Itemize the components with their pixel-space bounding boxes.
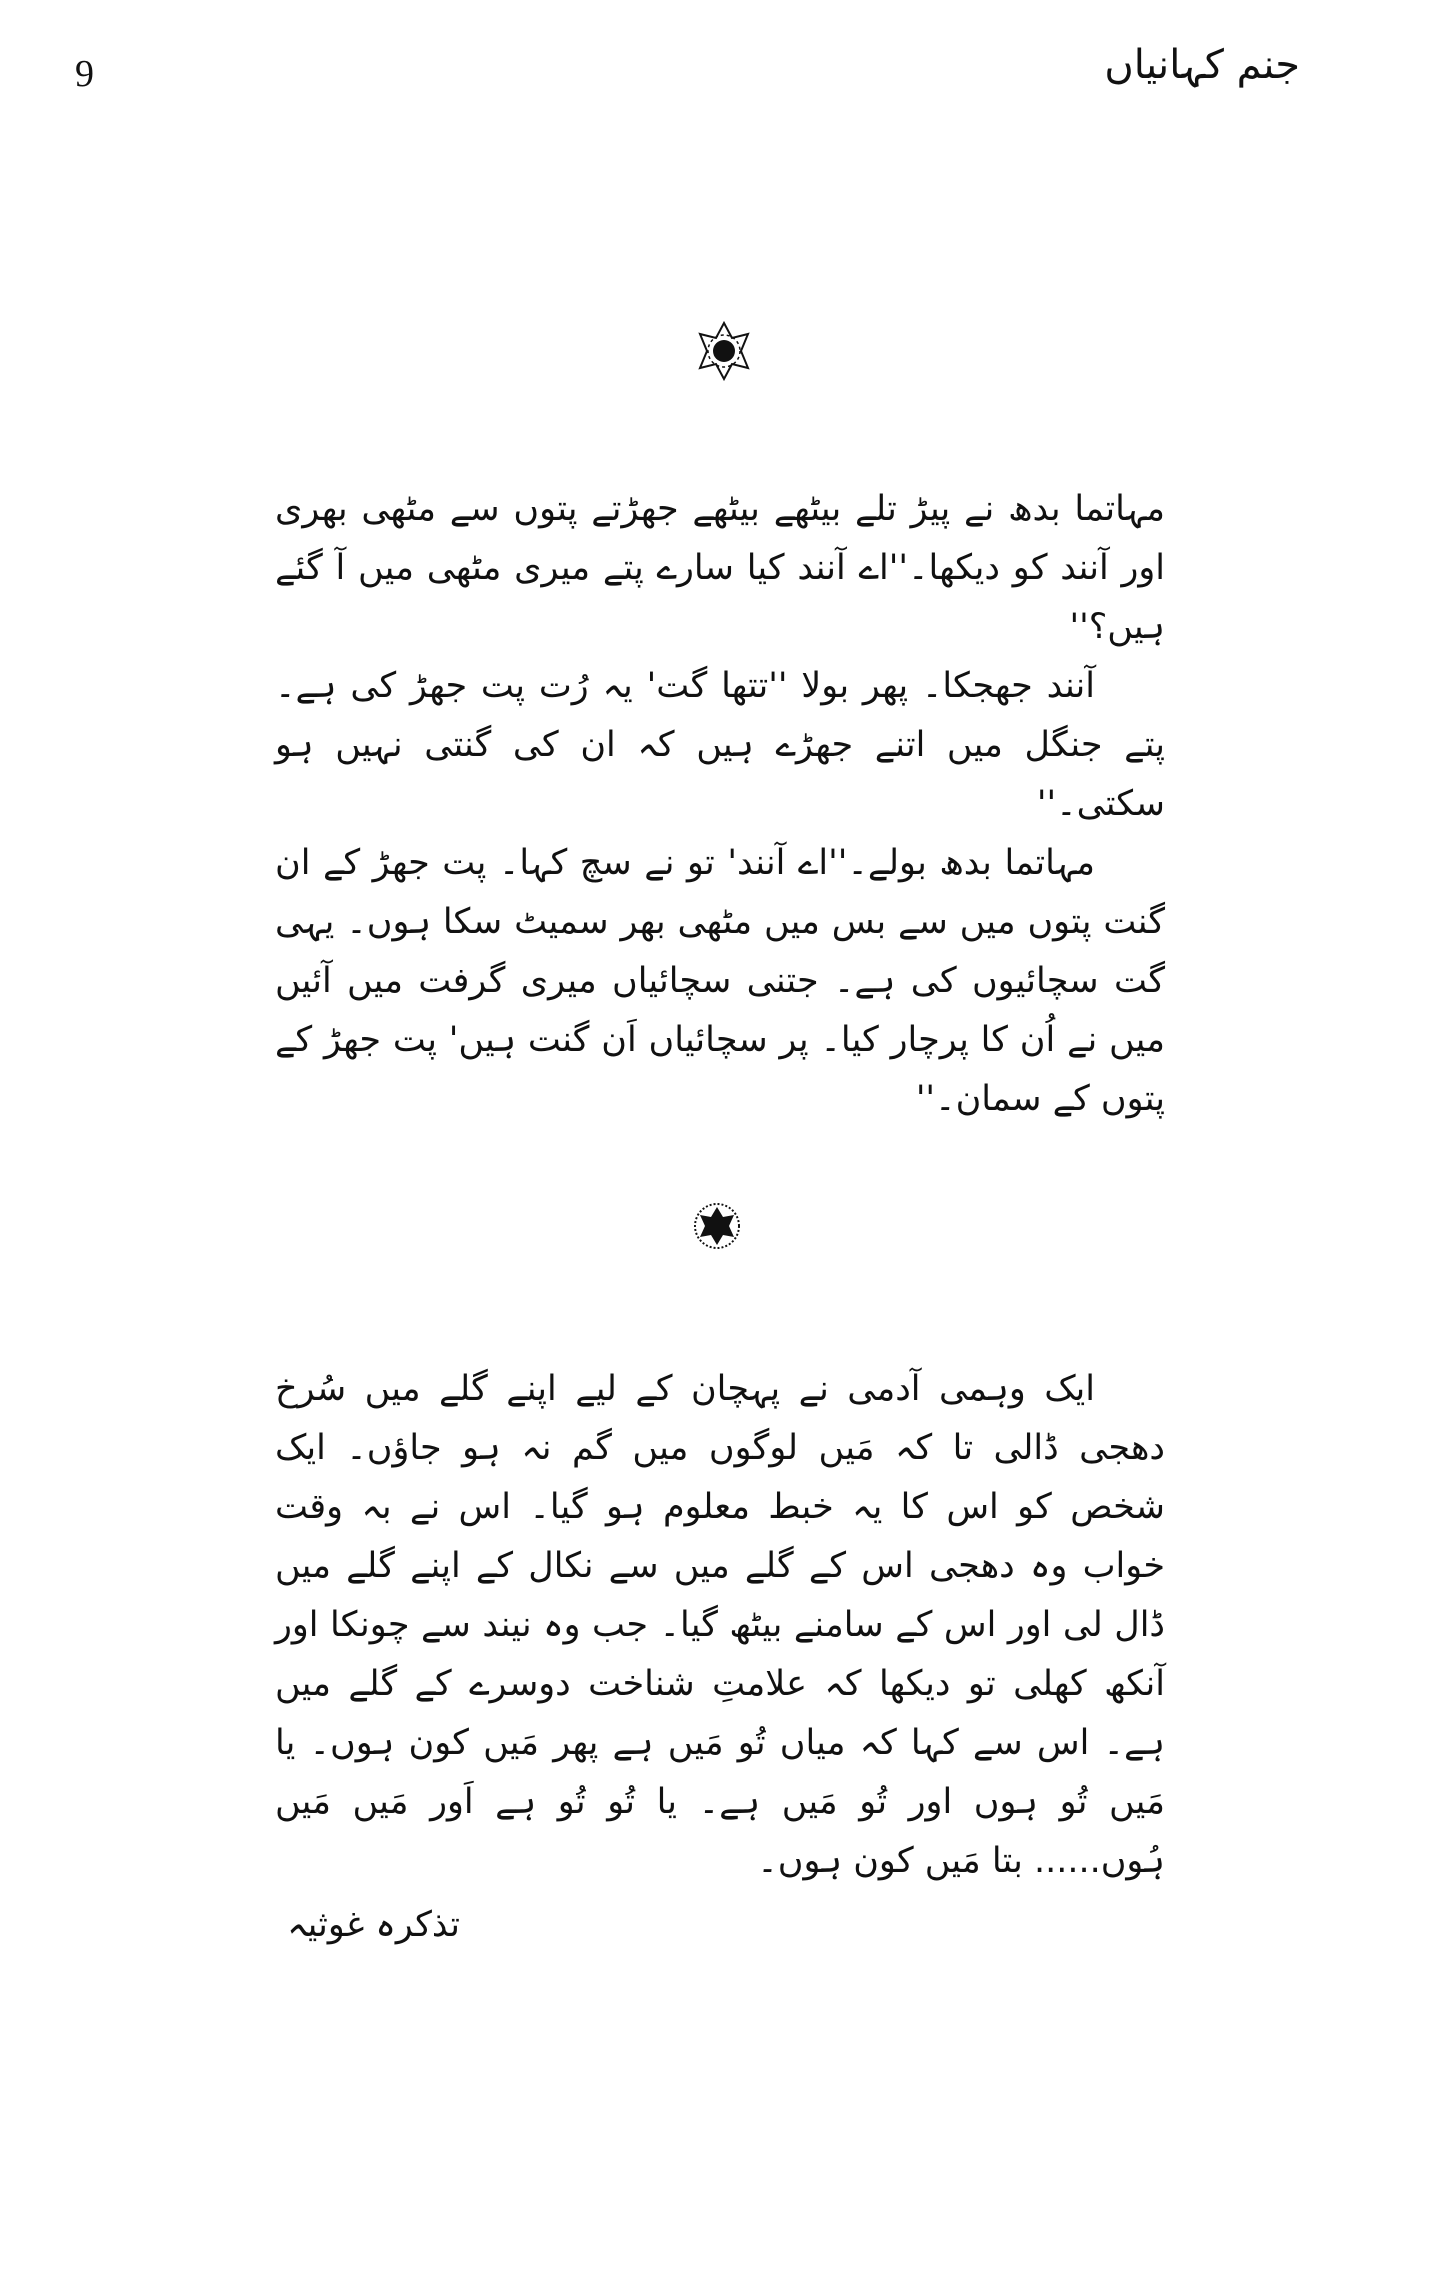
source-attribution: تذکرہ غوثیہ xyxy=(287,1905,460,1945)
flower-ornament-icon xyxy=(686,1195,748,1257)
page-number: 9 xyxy=(75,53,94,95)
paragraph: آنند جھجکا۔ پھر بولا ''تتھا گت' یہ رُت پت جھڑ کی ہے۔ پتے جنگل میں اتنے جھڑے ہیں کہ ان کی گنتی نہیں ہو سکتی۔'' xyxy=(275,666,1165,824)
flower-ornament-icon xyxy=(693,320,755,382)
paragraph: ایک وہمی آدمی نے پہچان کے لیے اپنے گلے میں سُرخ دھجی ڈالی تا کہ مَیں لوگوں میں گم نہ ہو جاؤں۔ ایک شخص کو اس کا یہ خبط معلوم ہو گیا۔ اس نے بہ وقت خواب وہ دھجی اس کے گلے میں سے نکال کے اپنے گلے میں ڈال لی اور اس کے سامنے بیٹھ گیا۔ جب وہ نیند سے چونکا اور آنکھ کھلی تو دیکھا کہ علامتِ شناخت دوسرے کے گلے میں ہے۔ اس سے کہا کہ میاں تُو مَیں ہے پھر مَیں کون ہوں۔ یا مَیں تُو ہوں اور تُو مَیں ہے۔ یا تُو تُو ہے اَور مَیں مَیں ہُوں...... بتا مَیں کون ہوں۔ xyxy=(275,1369,1165,1881)
passage-vehmi-aadmi xyxy=(275,1360,1165,1891)
paragraph: مہاتما بدھ نے پیڑ تلے بیٹھے بیٹھے جھڑتے پتوں سے مٹھی بھری اور آنند کو دیکھا۔''اے آنند کیا سارے پتے میری مٹھی میں آ گئے ہیں؟'' xyxy=(275,489,1165,647)
paragraph: مہاتما بدھ بولے۔''اے آنند' تو نے سچ کہا۔ پت جھڑ کے ان گنت پتوں میں سے بس میں مٹھی بھر سمیٹ سکا ہوں۔ یہی گت سچائیوں کی ہے۔ جتنی سچائیاں میری گرفت میں آئیں میں نے اُن کا پرچار کیا۔ پر سچائیاں اَن گنت ہیں' پت جھڑ کے پتوں کے سمان۔'' xyxy=(275,843,1165,1119)
passage-buddha xyxy=(275,480,1165,1129)
running-head: جنم کہانیاں xyxy=(1104,42,1300,88)
